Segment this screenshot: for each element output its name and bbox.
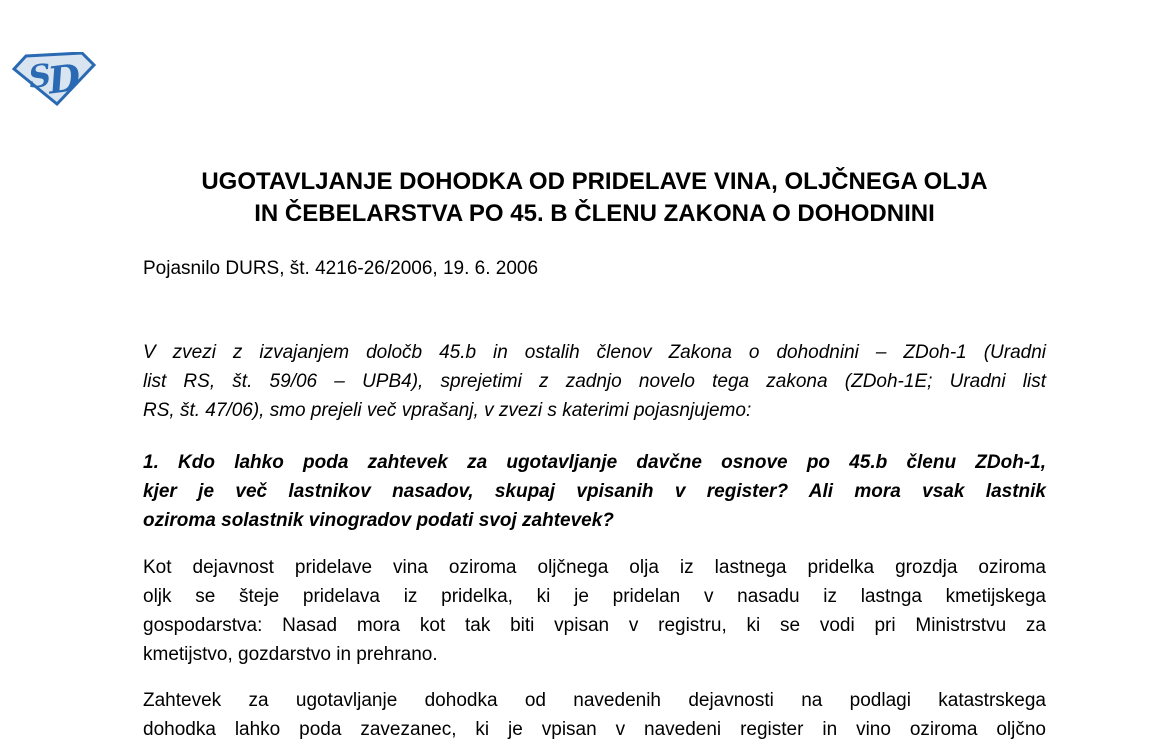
paragraph-line: RS, št. 47/06), smo prejeli več vprašanj, v zvezi s katerimi pojasnjujemo: (143, 400, 752, 421)
paragraph-line: gospodarstva: Nasad mora kot tak biti vpisan v registru, ki se vodi pri Ministrstvu za (143, 615, 1046, 636)
title-line-2: IN ČEBELARSTVA PO 45. B ČLENU ZAKONA O DOHODNINI (254, 200, 935, 227)
paragraph-line: Kot dejavnost pridelave vina oziroma oljčnega olja iz lastnega pridelka grozdja oziroma (143, 557, 1046, 578)
title-line-1: UGOTAVLJANJE DOHODKA OD PRIDELAVE VINA, OLJČNEGA OLJA (201, 168, 988, 195)
paragraph-line: oziroma solastnik vinogradov podati svoj zahtevek? (143, 510, 614, 531)
sd-diamond-logo-graphic (11, 52, 97, 106)
paragraph-line: kmetijstvo, gozdarstvo in prehrano. (143, 644, 438, 665)
paragraph-line: V zvezi z izvajanjem določb 45.b in ostalih členov Zakona o dohodnini – ZDoh-1 (Uradni (143, 342, 1046, 363)
logo-letter-s: S (26, 57, 54, 96)
body-paragraph-2 (143, 686, 1046, 743)
paragraph-line: dohodka lahko poda zavezanec, ki je vpisan v navedeni register in vino oziroma oljčno (143, 719, 1046, 740)
question-1-paragraph (143, 448, 1046, 535)
document-title (127, 166, 1062, 230)
sd-diamond-logo (11, 52, 97, 106)
intro-paragraph (143, 338, 1046, 425)
paragraph-line: kjer je več lastnikov nasadov, skupaj vpisanih v register? Ali mora vsak lastnik (143, 481, 1046, 502)
paragraph-line: oljk se šteje pridelava iz pridelka, ki je pridelan v nasadu iz lastnga kmetijskega (143, 586, 1046, 607)
logo-letter-d: D (45, 54, 83, 103)
body-paragraph-1 (143, 553, 1046, 669)
paragraph-line: list RS, št. 59/06 – UPB4), sprejetimi z zadnjo novelo tega zakona (ZDoh-1E; Uradni list (143, 371, 1046, 392)
paragraph-line: Zahtevek za ugotavljanje dohodka od navedenih dejavnosti na podlagi katastrskega (143, 690, 1046, 711)
document-subtitle: Pojasnilo DURS, št. 4216-26/2006, 19. 6. 2006 (143, 258, 539, 279)
paragraph-line: 1. Kdo lahko poda zahtevek za ugotavljanje davčne osnove po 45.b členu ZDoh-1, (143, 452, 1046, 473)
